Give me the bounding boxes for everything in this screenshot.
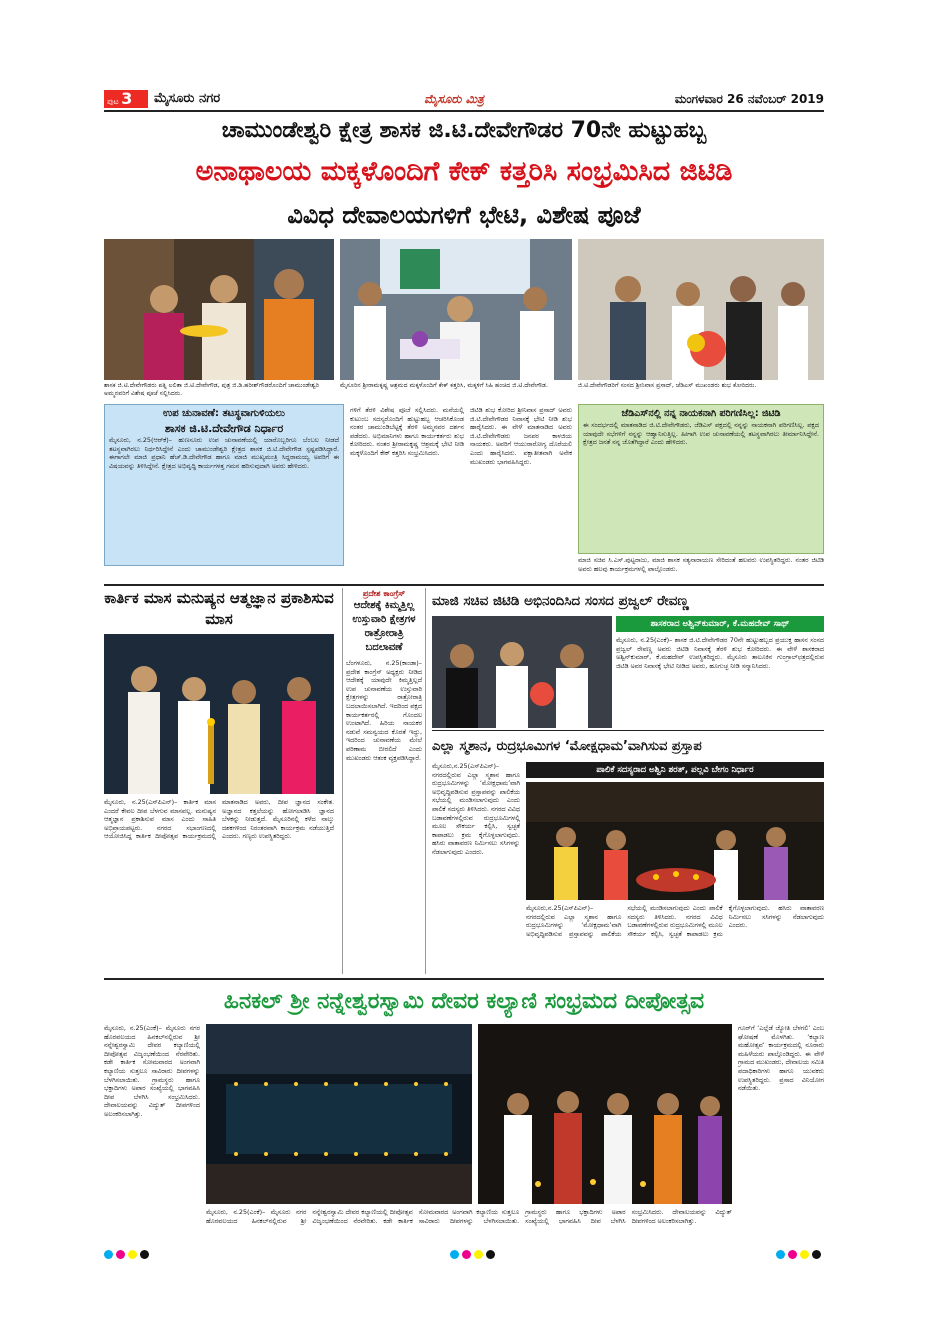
karthika-body: ಮೈಸೂರು, ನ.25(ಎಸ್‌ಪಿಎನ್)– ಕಾರ್ತಿಕ ಮಾಸ ಎಂದರೆ ಕೇವಲ ದೀಪ ಬೆಳಗುವ ಮಾಸವಲ್ಲ. ಮನುಷ್ಯನ ಆತ್ಮಜ್ಞಾನ ಪ್ರಕಾಶಿಸುವ ಮಾಸ ಎಂದು ಸಾಹಿತಿ ಅಭಿಪ್ರಾಯಪಟ್ಟರು. ನಗರದ ಸಭಾಂಗಣದಲ್ಲಿ ಆಯೋಜಿಸಿದ್ದ ಕಾರ್ತಿಕ ದೀಪೋತ್ಸವ ಕಾರ್ಯಕ್ರಮದಲ್ಲಿ ಮಾತನಾಡಿದ ಅವರು, ದೀಪ ಜ್ಞಾನದ ಸಂಕೇತ. ಅಜ್ಞಾನದ ಕತ್ತಲೆಯನ್ನು ಹೋಗಲಾಡಿಸಿ ಜ್ಞಾನದ ಬೆಳಕನ್ನು ನೀಡುತ್ತದೆ. ಮೈಸೂರಿನಲ್ಲಿ ಕಳೆದ ನಾಲ್ಕು ದಶಕಗಳಿಂದ ನಿರಂತರವಾಗಿ ಕಾರ್ಯಕ್ರಮ ನಡೆಯುತ್ತಿದೆ ಎಂದರು. ಗಣ್ಯರು ಉಪಸ್ಥಿತರಿದ್ದರು. — [104, 798, 334, 841]
karthika-lamp-photo — [104, 634, 334, 794]
masthead-logo: ಮೈಸೂರು ಮಿತ್ರ — [424, 92, 484, 106]
bottom-story-divider — [104, 978, 824, 980]
issue-date: ಮಂಗಳವಾರ 26 ನವೆಂಬರ್ 2019 — [674, 92, 824, 106]
devotees-lamp-photo — [478, 1024, 732, 1204]
registration-dot-black — [140, 1250, 149, 1259]
registration-dot-yellow — [474, 1250, 483, 1259]
congress-story — [342, 588, 426, 974]
page-header — [104, 90, 824, 108]
section-label: ಮೈಸೂರು ನಗರ — [154, 91, 221, 106]
registration-marks-center — [450, 1250, 510, 1260]
photo-caption-2: ಮೈಸೂರಿನ ಶ್ರೀರಾಮಕೃಷ್ಣ ಆಶ್ರಮದ ಮಕ್ಕಳೊಂದಿಗೆ ಕೇಕ್ ಕತ್ತರಿಸಿ, ಮಕ್ಕಳಿಗೆ ಸಿಹಿ ಹಂಚಿದ ಜಿ.ಟಿ.ದೇವೇಗೌಡ. — [340, 382, 548, 389]
lead-headline: ಅನಾಥಾಲಯ ಮಕ್ಕಳೊಂದಿಗೆ ಕೇಕ್ ಕತ್ತರಿಸಿ ಸಂಭ್ರಮಿಸಿದ ಜಿಟಿಡಿ — [195, 156, 733, 187]
moksha-label — [526, 762, 824, 778]
registration-dot-cyan — [450, 1250, 459, 1259]
registration-dot-cyan — [104, 1250, 113, 1259]
registration-dot-cyan — [776, 1250, 785, 1259]
photo-caption-1: ಶಾಸಕ ಜಿ.ಟಿ.ದೇವೇಗೌಡರು ಪತ್ನಿ ಲಲಿತಾ ಜಿ.ಟಿ.ದೇವೇಗೌಡ, ಪುತ್ರ ಜಿ.ಡಿ.ಹರೀಶ್‌ಗೌಡರೊಂದಿಗೆ ಚಾಮುಂಡೇಶ್ವರಿ ಅಮ್ಮನವರಿಗೆ ವಿಶೇಷ ಪೂಜೆ ಸಲ್ಲಿಸಿದರು. — [104, 382, 320, 397]
bypoll-box-subtitle: ಶಾಸಕ ಜಿ.ಟಿ.ದೇವೇಗೌಡ ನಿರ್ಧಾರ — [164, 422, 284, 435]
deepotsava-body-under-photos: ಮೈಸೂರು, ನ.25(ಎಂಕೆ)– ಮೈಸೂರು ನಗರ ಹೊರವಲಯದ ಹಿನಕಲ್‌ನಲ್ಲಿರುವ ಶ್ರೀ ನನ್ನೇಶ್ವರಸ್ವಾಮಿ ದೇವರ ಕಲ್ಯಾಣಿಯಲ್ಲಿ ದೀಪೋತ್ಸವ ವಿಜೃಂಭಣೆಯಿಂದ ನೆರವೇರಿತು. ಕಡೇ ಕಾರ್ತಿಕ ಸೋಮವಾರದ ಅಂಗವಾಗಿ ಕಲ್ಯಾಣಿಯ ಸುತ್ತಲೂ ಸಾವಿರಾರು ದೀಪಗಳನ್ನು ಬೆಳಗಿಸಲಾಯಿತು. ಗ್ರಾಮಸ್ಥರು ಹಾಗೂ ಭಕ್ತಾದಿಗಳು ಅಪಾರ ಸಂಖ್ಯೆಯಲ್ಲಿ ಭಾಗವಹಿಸಿ ದೀಪ ಬೆಳಗಿಸಿ ಸಂಭ್ರಮಿಸಿದರು. ದೇವಾಲಯವನ್ನು ವಿದ್ಯುತ್ ದೀಪಗಳಿಂದ ಅಲಂಕರಿಸಲಾಗಿತ್ತು. — [206, 1208, 732, 1225]
jds-box — [578, 404, 824, 554]
kalyani-night-photo — [206, 1024, 472, 1204]
page-badge-prefix: ಪುಟ — [107, 97, 119, 106]
congress-kicker: ಪ್ರದೇಶ ಕಾಂಗ್ರೆಸ್ — [362, 589, 406, 598]
registration-dot-magenta — [462, 1250, 471, 1259]
registration-dot-yellow — [128, 1250, 137, 1259]
moksha-body-right: ಮೈಸೂರು,ನ.25(ಎಸ್‌ಪಿಎನ್)– ನಗರದಲ್ಲಿರುವ ಎಲ್ಲಾ ಸ್ಮಶಾನ ಹಾಗೂ ರುದ್ರಭೂಮಿಗಳನ್ನು ‘ಮೋಕ್ಷಧಾಮ’ವಾಗಿ ಅಭಿವೃದ್ಧಿಪಡಿಸುವ ಪ್ರಸ್ತಾಪವನ್ನು ಪಾಲಿಕೆಯ ಸಭೆಯಲ್ಲಿ ಮಂಡಿಸಲಾಗುವುದು ಎಂದು ಪಾಲಿಕೆ ಸದಸ್ಯರು ತಿಳಿಸಿದರು. ನಗರದ ವಿವಿಧ ಬಡಾವಣೆಗಳಲ್ಲಿರುವ ರುದ್ರಭೂಮಿಗಳಲ್ಲಿ ಮೂಲ ಸೌಕರ್ಯ ಕಲ್ಪಿಸಿ, ಸ್ವಚ್ಛತೆ ಕಾಪಾಡಲು ಕ್ರಮ ಕೈಗೊಳ್ಳಲಾಗುವುದು. ಹಸಿರು ವಾತಾವರಣ ನಿರ್ಮಿಸಲು ಸಸಿಗಳನ್ನು ನೆಡಲಾಗುವುದು ಎಂದರು. — [526, 904, 824, 938]
prajwal-label — [616, 616, 824, 632]
moksha-lamp-photo — [526, 782, 824, 900]
moksha-label-text: ಪಾಲಿಕೆ ಸದಸ್ಯರಾದ ಅಶ್ವಿನಿ ಶರತ್, ಪಲ್ಲವಿ ಬೇಗಂ ನಿರ್ಧಾರ — [596, 765, 754, 775]
prajwal-headline: ಮಾಜಿ ಸಚಿವ ಜಿಟಿಡಿ ಅಭಿನಂದಿಸಿದ ಸಂಸದ ಪ್ರಜ್ವಲ್ ರೇವಣ್ಣ — [432, 593, 689, 609]
registration-marks-left — [104, 1250, 184, 1260]
registration-dot-magenta — [788, 1250, 797, 1259]
registration-dot-magenta — [116, 1250, 125, 1259]
karthika-headline: ಕಾರ್ತಿಕ ಮಾಸ ಮನುಷ್ಯನ ಆತ್ಮಜ್ಞಾನ ಪ್ರಕಾಶಿಸುವ ಮಾಸ — [104, 589, 334, 628]
cake-cutting-photo — [340, 239, 572, 380]
deepotsava-body-left: ಮೈಸೂರು, ನ.25(ಎಂಕೆ)– ಮೈಸೂರು ನಗರ ಹೊರವಲಯದ ಹಿನಕಲ್‌ನಲ್ಲಿರುವ ಶ್ರೀ ನನ್ನೇಶ್ವರಸ್ವಾಮಿ ದೇವರ ಕಲ್ಯಾಣಿಯಲ್ಲಿ ದೀಪೋತ್ಸವ ವಿಜೃಂಭಣೆಯಿಂದ ನೆರವೇರಿತು. ಕಡೇ ಕಾರ್ತಿಕ ಸೋಮವಾರದ ಅಂಗವಾಗಿ ಕಲ್ಯಾಣಿಯ ಸುತ್ತಲೂ ಸಾವಿರಾರು ದೀಪಗಳನ್ನು ಬೆಳಗಿಸಲಾಯಿತು. ಗ್ರಾಮಸ್ಥರು ಹಾಗೂ ಭಕ್ತಾದಿಗಳು ಅಪಾರ ಸಂಖ್ಯೆಯಲ್ಲಿ ಭಾಗವಹಿಸಿ ದೀಪ ಬೆಳಗಿಸಿ ಸಂಭ್ರಮಿಸಿದರು. ದೇವಾಲಯವನ್ನು ವಿದ್ಯುತ್ ದೀಪಗಳಿಂದ ಅಲಂಕರಿಸಲಾಗಿತ್ತು. — [104, 1024, 200, 1118]
header-divider — [104, 110, 824, 112]
photo-caption-3: ಜಿ.ಟಿ.ದೇವೇಗೌಡರಿಗೆ ಸಂಸದ ಶ್ರೀನಿವಾಸ ಪ್ರಸಾದ್, ಜೆಡಿಎಸ್ ಮುಖಂಡರು ಶುಭ ಕೋರಿದರು. — [578, 382, 757, 389]
registration-dot-black — [812, 1250, 821, 1259]
wishes-photo — [578, 239, 824, 380]
prajwal-photo — [432, 616, 612, 728]
prajwal-label-text: ಶಾಸಕರಾದ ಅಶ್ವಿನ್‌ಕುಮಾರ್, ಕೆ.ಮಹದೇವ್ ಸಾಥ್ — [650, 619, 790, 629]
congress-headline: ಆದೇಶಕ್ಕೆ ಕಿಮ್ಮತ್ತಿಲ್ಲ ಉಸ್ತುವಾರಿ ಕ್ಷೇತ್ರಗಳ ರಾತ್ರೋರಾತ್ರಿ ಬದಲಾವಣೆ — [352, 600, 416, 653]
registration-dot-black — [486, 1250, 495, 1259]
jds-box-title: ಜೆಡಿಎಸ್‌ನಲ್ಲಿ ನನ್ನ ನಾಯಕನಾಗಿ ಪರಿಗಣಿಸಿಲ್ಲ: ಜಿಟಿಡಿ — [621, 408, 781, 419]
lead-story-column-3: ಜಿಟಿಡಿ ಶುಭ ಕೋರಿದ ಶ್ರೀನಿವಾಸ ಪ್ರಸಾದ್ ಅವರು ಜಿ.ಟಿ.ದೇವೇಗೌಡರ ನಿವಾಸಕ್ಕೆ ಭೇಟಿ ನೀಡಿ ಶುಭ ಹಾರೈಸಿದರು. ಈ ವೇಳೆ ಮಾತನಾಡಿದ ಅವರು ಜಿ.ಟಿ.ದೇವೇಗೌಡರು ಜನಪರ ಕಾಳಜಿಯ ನಾಯಕರು. ಅವರಿಗೆ ಆಯುರಾರೋಗ್ಯ ದೊರೆಯಲಿ ಎಂದು ಹಾರೈಸಿದರು. ಪಕ್ಷಾತೀತವಾಗಿ ಅನೇಕ ಮುಖಂಡರು ಭಾಗವಹಿಸಿದ್ದರು. — [470, 406, 572, 466]
prajwal-body: ಮೈಸೂರು, ನ.25(ಎಂಕೆ)– ಶಾಸಕ ಜಿ.ಟಿ.ದೇವೇಗೌಡರ 70ನೇ ಹುಟ್ಟುಹಬ್ಬದ ಪ್ರಯುಕ್ತ ಹಾಸನ ಸಂಸದ ಪ್ರಜ್ವಲ್ ರೇವಣ್ಣ ಅವರು ಜಿಟಿಡಿ ನಿವಾಸಕ್ಕೆ ತೆರಳಿ ಶುಭ ಕೋರಿದರು. ಈ ವೇಳೆ ಶಾಸಕರಾದ ಅಶ್ವಿನ್‌ಕುಮಾರ್, ಕೆ.ಮಹದೇವ್ ಉಪಸ್ಥಿತರಿದ್ದರು. ಮೈಸೂರು ತಾಲೂಕಿನ ಗುಂಗ್ರಾಲ್‌ಛತ್ರದಲ್ಲಿರುವ ಜಿಟಿಡಿ ಅವರ ನಿವಾಸಕ್ಕೆ ಭೇಟಿ ನೀಡಿದ ಅವರು, ಹೂಗುಚ್ಛ ನೀಡಿ ಸನ್ಮಾನಿಸಿದರು. — [616, 636, 824, 670]
lead-subhead: ವಿವಿಧ ದೇವಾಲಯಗಳಿಗೆ ಭೇಟಿ, ವಿಶೇಷ ಪೂಜೆ — [287, 201, 641, 229]
jds-box-tail: ಮಾಜಿ ಸಚಿವ ಸಿ.ಎಸ್.ಪುಟ್ಟರಾಜು, ಮಾಜಿ ಶಾಸಕ ಸತ್ಯನಾರಾಯಣ ಸೇರಿದಂತೆ ಹಲವರು ಉಪಸ್ಥಿತರಿದ್ದರು. ನಂತರ ಜಿಟಿಡಿ ಅವರು ಹಲವು ಕಾರ್ಯಕ್ರಮಗಳಲ್ಲಿ ಪಾಲ್ಗೊಂಡರು. — [578, 556, 824, 573]
page-number-badge — [104, 90, 148, 108]
registration-dot-yellow — [800, 1250, 809, 1259]
registration-marks-right — [776, 1250, 836, 1260]
prajwal-divider — [432, 730, 824, 731]
page-number: 3 — [121, 89, 133, 108]
temple-pooja-photo — [104, 239, 334, 380]
lead-kicker: ಚಾಮುಂಡೇಶ್ವರಿ ಕ್ಷೇತ್ರ ಶಾಸಕ ಜಿ.ಟಿ.ದೇವೇಗೌಡರ 70ನೇ ಹುಟ್ಟುಹಬ್ಬ — [221, 118, 707, 143]
lead-story-divider — [104, 584, 824, 586]
jds-box-body: ಈ ಸಂದರ್ಭದಲ್ಲಿ ಮಾತನಾಡಿದ ಜಿ.ಟಿ.ದೇವೇಗೌಡರು, ಜೆಡಿಎಸ್ ಪಕ್ಷದಲ್ಲಿ ನನ್ನನ್ನು ನಾಯಕನಾಗಿ ಪರಿಗಣಿಸಿಲ್ಲ. ಪಕ್ಷದ ಯಾವುದೇ ಸಭೆಗಳಿಗೆ ನನ್ನನ್ನು ಆಹ್ವಾನಿಸುತ್ತಿಲ್ಲ. ಹೀಗಾಗಿ ಉಪ ಚುನಾವಣೆಯಲ್ಲಿ ತಟಸ್ಥವಾಗಿರಲು ತೀರ್ಮಾನಿಸಿದ್ದೇನೆ. ಕ್ಷೇತ್ರದ ಜನತೆ ನನ್ನ ಜೊತೆಗಿದ್ದಾರೆ ಎಂದು ಹೇಳಿದರು. — [583, 421, 819, 447]
lead-story-column-2: ಗಳಿಗೆ ತೆರಳಿ ವಿಶೇಷ ಪೂಜೆ ಸಲ್ಲಿಸಿದರು. ಮನೆಯಲ್ಲಿ ಕುಟುಂಬ ಸದಸ್ಯರೊಂದಿಗೆ ಹುಟ್ಟುಹಬ್ಬ ಆಚರಿಸಿಕೊಂಡ ನಂತರ ಚಾಮುಂಡಿಬೆಟ್ಟಕ್ಕೆ ತೆರಳಿ ಅಮ್ಮನವರ ದರ್ಶನ ಪಡೆದರು. ಅಭಿಮಾನಿಗಳು ಹಾಗೂ ಕಾರ್ಯಕರ್ತರು ಶುಭ ಕೋರಿದರು. ನಂತರ ಶ್ರೀರಾಮಕೃಷ್ಣ ಆಶ್ರಮಕ್ಕೆ ಭೇಟಿ ನೀಡಿ ಮಕ್ಕಳೊಂದಿಗೆ ಕೇಕ್ ಕತ್ತರಿಸಿ ಸಂಭ್ರಮಿಸಿದರು. — [350, 406, 464, 457]
bypoll-box-body: ಮೈಸೂರು, ನ.25(ಆರ್‌ಕೆ)– ಹುಣಸೂರು ಉಪ ಚುನಾವಣೆಯಲ್ಲಿ ಯಾರೊಬ್ಬರಿಗೂ ಬೆಂಬಲ ನೀಡದೆ ತಟಸ್ಥವಾಗಿರಲು ನಿರ್ಧರಿಸಿದ್ದೇನೆ ಎಂದು ಚಾಮುಂಡೇಶ್ವರಿ ಕ್ಷೇತ್ರದ ಶಾಸಕ ಜಿ.ಟಿ.ದೇವೇಗೌಡ ಸ್ಪಷ್ಟಪಡಿಸಿದ್ದಾರೆ. ಈಗಾಗಲೇ ಮಾಜಿ ಪ್ರಧಾನಿ ಹೆಚ್.ಡಿ.ದೇವೇಗೌಡ ಹಾಗೂ ಮಾಜಿ ಮುಖ್ಯಮಂತ್ರಿ ಸಿದ್ದರಾಮಯ್ಯ ಅವರಿಗೆ ಈ ವಿಷಯವನ್ನು ತಿಳಿಸಿದ್ದೇನೆ. ಕ್ಷೇತ್ರದ ಅಭಿವೃದ್ಧಿ ಕಾರ್ಯಗಳತ್ತ ಗಮನ ಹರಿಸುವುದಾಗಿ ಅವರು ಹೇಳಿದರು. — [109, 436, 339, 470]
deepotsava-headline: ಹಿನಕಲ್ ಶ್ರೀ ನನ್ನೇಶ್ವರಸ್ವಾಮಿ ದೇವರ ಕಲ್ಯಾಣಿ ಸಂಭ್ರಮದ ದೀಪೋತ್ಸವ — [223, 989, 705, 1014]
congress-body: ಬೆಂಗಳೂರು, ನ.25(ಕಾಂಡಾ)– ಪ್ರದೇಶ ಕಾಂಗ್ರೆಸ್ ಅಧ್ಯಕ್ಷರು ನೀಡಿದ ಆದೇಶಕ್ಕೆ ಯಾವುದೇ ಕಿಮ್ಮತ್ತಿಲ್ಲದೆ ಉಪ ಚುನಾವಣೆಯ ಉಸ್ತುವಾರಿ ಕ್ಷೇತ್ರಗಳನ್ನು ರಾತ್ರೋರಾತ್ರಿ ಬದಲಾಯಿಸಲಾಗಿದೆ. ಇದರಿಂದ ಪಕ್ಷದ ಕಾರ್ಯಕರ್ತರಲ್ಲಿ ಗೊಂದಲ ಉಂಟಾಗಿದೆ. ಹಿರಿಯ ನಾಯಕರ ನಡುವೆ ಸಮನ್ವಯದ ಕೊರತೆ ಇದ್ದು, ಇದರಿಂದ ಚುನಾವಣೆಯ ಮೇಲೆ ಪರಿಣಾಮ ಬೀರಲಿದೆ ಎಂದು ಮುಖಂಡರು ಆತಂಕ ವ್ಯಕ್ತಪಡಿಸಿದ್ದಾರೆ. — [346, 659, 422, 762]
bypoll-box-title: ಉಪ ಚುನಾವಣೆ: ತಟಸ್ಥವಾಗುಳಿಯಲು — [163, 408, 285, 419]
moksha-headline: ಎಲ್ಲಾ ಸ್ಮಶಾನ, ರುದ್ರಭೂಮಿಗಳ ‘ಮೋಕ್ಷಧಾಮ’ವಾಗಿಸುವ ಪ್ರಸ್ತಾಪ — [432, 739, 702, 754]
bypoll-box — [104, 404, 344, 566]
deepotsava-body-right: ಗೂರ್‌ಗೆ ‘ಎಲ್ಲೆಡೆ ಜ್ಯೋತಿ ಬೆಳಗಲಿ’ ಎಂಬ ಘೋಷಣೆ ಮೊಳಗಿತು. ‘ಕಲ್ಯಾಣ ಮಹೋತ್ಸವ’ ಕಾರ್ಯಕ್ರಮದಲ್ಲಿ ನೂರಾರು ಮಹಿಳೆಯರು ಪಾಲ್ಗೊಂಡಿದ್ದರು. ಈ ವೇಳೆ ಗ್ರಾಮದ ಮುಖಂಡರು, ದೇವಾಲಯ ಸಮಿತಿ ಪದಾಧಿಕಾರಿಗಳು ಹಾಗೂ ಯುವಕರು ಉಪಸ್ಥಿತರಿದ್ದರು. ಪ್ರಸಾದ ವಿನಿಯೋಗ ನಡೆಯಿತು. — [738, 1024, 824, 1093]
moksha-body-left: ಮೈಸೂರು,ನ.25(ಎಸ್‌ಪಿಎನ್)– ನಗರದಲ್ಲಿರುವ ಎಲ್ಲಾ ಸ್ಮಶಾನ ಹಾಗೂ ರುದ್ರಭೂಮಿಗಳನ್ನು ‘ಮೋಕ್ಷಧಾಮ’ವಾಗಿ ಅಭಿವೃದ್ಧಿಪಡಿಸುವ ಪ್ರಸ್ತಾಪವನ್ನು ಪಾಲಿಕೆಯ ಸಭೆಯಲ್ಲಿ ಮಂಡಿಸಲಾಗುವುದು ಎಂದು ಪಾಲಿಕೆ ಸದಸ್ಯರು ತಿಳಿಸಿದರು. ನಗರದ ವಿವಿಧ ಬಡಾವಣೆಗಳಲ್ಲಿರುವ ರುದ್ರಭೂಮಿಗಳಲ್ಲಿ ಮೂಲ ಸೌಕರ್ಯ ಕಲ್ಪಿಸಿ, ಸ್ವಚ್ಛತೆ ಕಾಪಾಡಲು ಕ್ರಮ ಕೈಗೊಳ್ಳಲಾಗುವುದು. ಹಸಿರು ವಾತಾವರಣ ನಿರ್ಮಿಸಲು ಸಸಿಗಳನ್ನು ನೆಡಲಾಗುವುದು ಎಂದರು. — [432, 762, 520, 856]
